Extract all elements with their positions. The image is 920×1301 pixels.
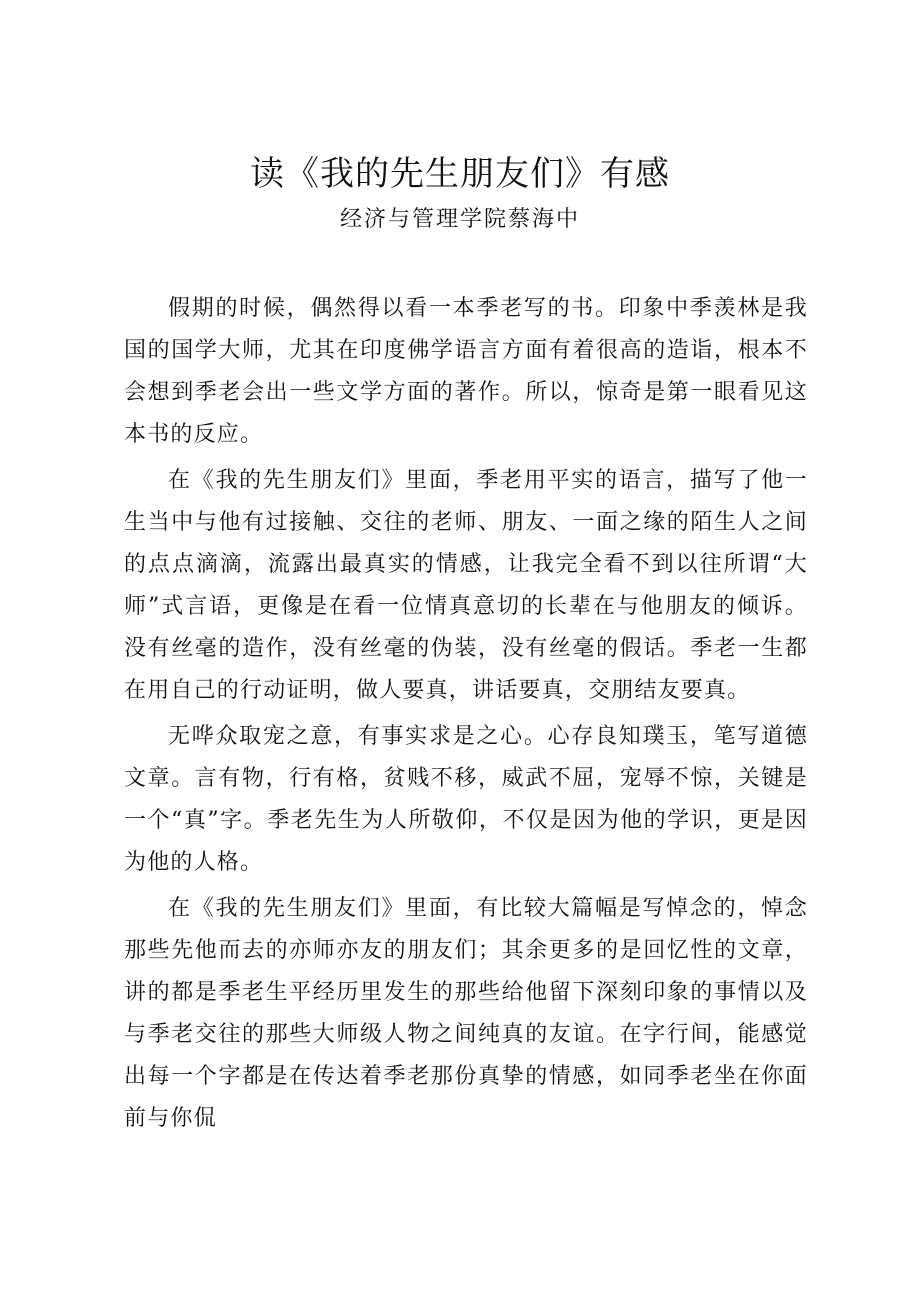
paragraph-2: 在《我的先生朋友们》里面，季老用平实的语言，描写了他一生当中与他有过接触、交往的老师、朋友、一面之缘的陌生人之间的点点滴滴，流露出最真实的情感，让我完全看不到以往所谓“大师”式言语，更像是在看一位情真意切的长辈在与他朋友的倾诉。没有丝毫的造作，没有丝毫的伪装，没有丝毫的假话。季老一生都在用自己的行动证明，做人要真，讲话要真，交朋结友要真。 (124, 468, 808, 703)
document-body (124, 288, 808, 1140)
paragraph-3: 无哗众取宠之意，有事实求是之心。心存良知璞玉，笔写道德文章。言有物，行有格，贫贱不移，威武不屈，宠辱不惊，关键是一个“真”字。季老先生为人所敬仰，不仅是因为他的学识，更是因为他的人格。 (124, 724, 808, 875)
paragraph-1: 假期的时候，偶然得以看一本季老写的书。印象中季羡林是我国的国学大师，尤其在印度佛学语言方面有着很高的造诣，根本不会想到季老会出一些文学方面的著作。所以，惊奇是第一眼看见这本书的反应。 (124, 296, 808, 447)
author-line: 经济与管理学院蔡海中 (339, 207, 580, 232)
paragraph-4: 在《我的先生朋友们》里面，有比较大篇幅是写悼念的，悼念那些先他而去的亦师亦友的朋友们；其余更多的是回忆性的文章，讲的都是季老生平经历里发生的那些给他留下深刻印象的事情以及与季老交往的那些大师级人物之间纯真的友谊。在字行间，能感觉出每一个字都是在传达着季老那份真挚的情感，如同季老坐在你面前与你侃 (124, 896, 808, 1131)
document-title: 读《我的先生朋友们》有感 (250, 154, 670, 194)
